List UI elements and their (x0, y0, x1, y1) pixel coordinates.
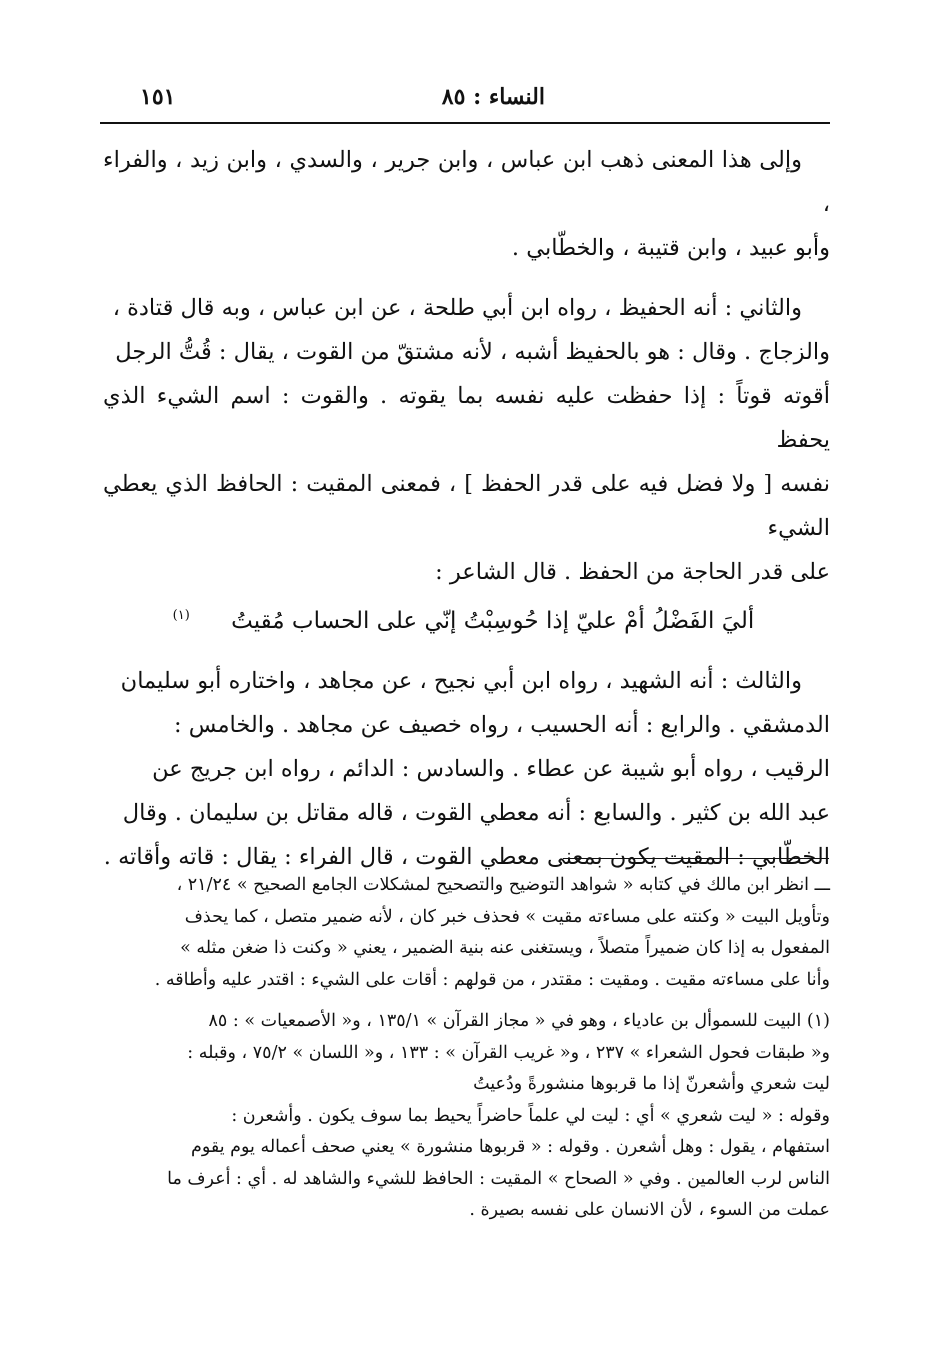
header-rule (100, 122, 830, 124)
text-line: والزجاج . وقال : هو بالحفيظ أشبه ، لأنه مشتقّ من القوت ، يقال : قُتُّ الرجل (115, 339, 830, 365)
page-header (100, 78, 830, 112)
footnote-verse: ليت شعري وأشعرنّ إذا ما قربوها منشورةً ودُعيتُ (473, 1074, 830, 1094)
text-line: نفسه [ ولا فضل فيه على قدر الحفظ ] ، فمعنى المقيت : الحافظ الذي يعطي الشيء (103, 471, 830, 541)
text-line: والثاني : أنه الحفيظ ، رواه ابن أبي طلحة ، عن ابن عباس ، وبه قال قتادة ، (112, 295, 802, 321)
text-line: والثالث : أنه الشهيد ، رواه ابن أبي نجيح ، عن مجاهد ، واختاره أبو سليمان (120, 667, 802, 694)
text-line: عبد الله بن كثير . والسابع : أنه معطي القوت ، قاله مقاتل بن سليمان . وقال (122, 799, 830, 826)
footnote-line: ـــ انظر ابن مالك في كتابه « شواهد التوضيح والتصحيح لمشكلات الجامع الصحيح » ٢١/٢٤ ، (176, 875, 830, 895)
footnote-line: عملت من السوء ، لأن الانسان على نفسه بصيرة . (469, 1200, 830, 1220)
main-text (103, 138, 830, 879)
text-line: أقوته قوتاً : إذا حفظت عليه نفسه بما يقوته . والقوت : اسم الشيء الذي يحفظ (103, 383, 830, 453)
footnote-line: وقوله : « ليت شعري » أي : ليت لي علماً حاضراً يحيط بما سوف يكون . وأشعرن : (231, 1105, 830, 1126)
footnote-line: وأنا على مساءته مقيت . ومقيت : مقتدر ، من قولهم : أقات على الشيء : اقتدر عليه وأطاقه . (154, 969, 830, 990)
footnote-rule (563, 858, 829, 859)
text-line: وأبو عبيد ، وابن قتيبة ، والخطّابي . (511, 235, 830, 261)
footnote-line: (١) البيت للسموأل بن عادياء ، وهو في « مجاز القرآن » ١٣٥/١ ، و« الأصمعيات » : ٨٥ (208, 1011, 830, 1031)
page-number: ١٥١ (140, 84, 176, 110)
footnote-marker: (١) (172, 608, 190, 623)
footnote-line: و« طبقات فحول الشعراء » ٢٣٧ ، و« غريب القرآن » : ١٣٣ ، و« اللسان » ٧٥/٢ ، وقبله : (187, 1042, 830, 1063)
footnotes (103, 870, 830, 1227)
verse-text: أليَ الفَضْلُ أمْ عليّ إذا حُوسِبْتُ إنّي على الحساب مُقيتُ (231, 607, 755, 634)
text-line: الدمشقي . والرابع : أنه الحسيب ، رواه خصيف عن مجاهد . والخامس : (174, 711, 830, 738)
text-line: وإلى هذا المعنى ذهب ابن عباس ، وابن جرير ، والسدي ، وابن زيد ، والفراء ، (103, 147, 830, 217)
running-title: النساء : ٨٥ (441, 84, 545, 110)
footnote-line: وتأويل البيت « وكنته على مساءته مقيت » فحذف خبر كان ، لأنه ضمير متصل ، كما يحذف (184, 906, 830, 927)
footnote-line: استفهام ، يقول : وهل أشعرن . وقوله : « قربوها منشورة » يعني صحف أعماله يوم يقوم (190, 1137, 830, 1157)
poem-verse (103, 594, 830, 643)
text-line: الرقيب ، رواه أبو شيبة عن عطاء . والسادس : الدائم ، رواه ابن جريج عن (152, 755, 830, 782)
footnote-line: المفعول به إذا كان ضميراً متصلاً ، ويستغنى عنه بنية الضمير ، يعني « وكنت ذا ضغن مثله » (180, 938, 830, 958)
text-line: على قدر الحاجة من الحفظ . قال الشاعر : (435, 559, 830, 585)
footnote-line: الناس لرب العالمين . وفي « الصحاح » المقيت : الحافظ للشيء والشاهد له . أي : أعرف ما (167, 1168, 830, 1189)
text-line: الخطّابي : المقيت يكون بمعنى معطي القوت ، قال الفراء : يقال : قاته وأقاته . (103, 843, 830, 870)
